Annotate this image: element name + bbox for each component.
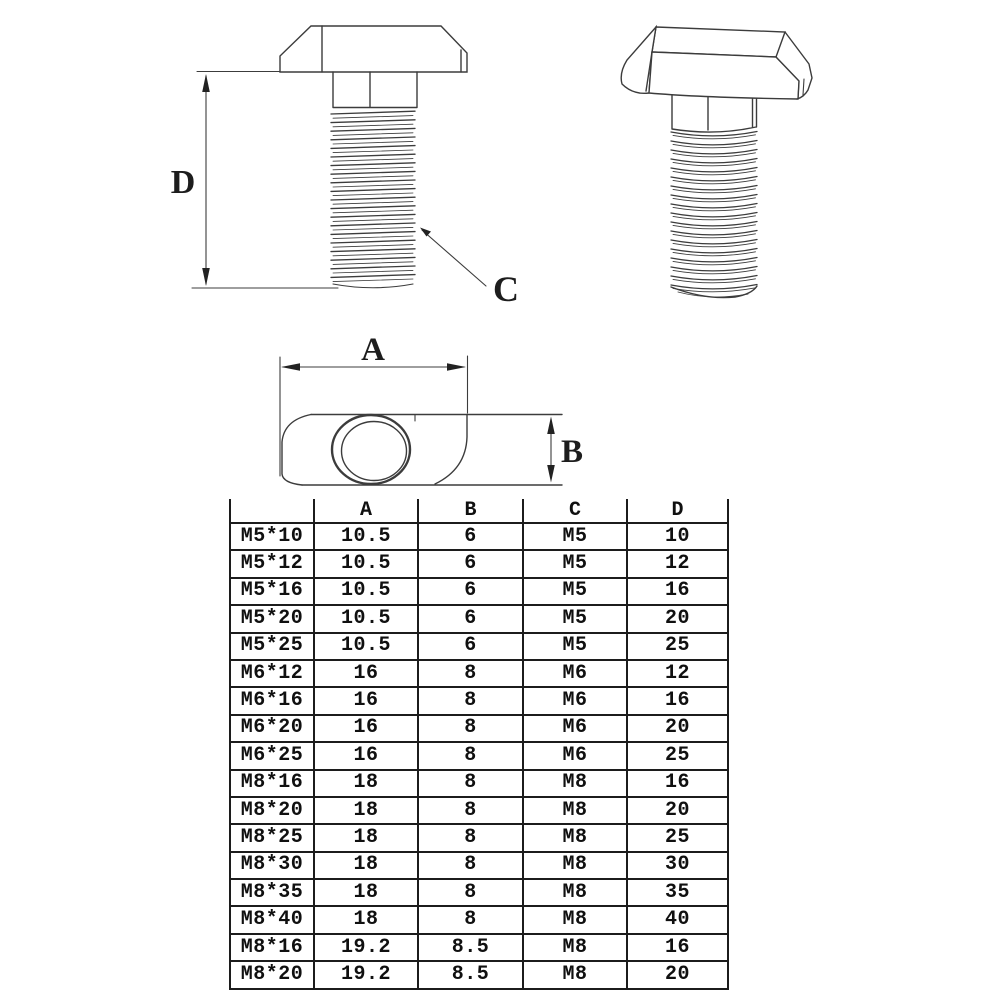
thread-line: [331, 154, 415, 157]
dimension-cell: M8: [523, 879, 627, 906]
thread-line: [671, 168, 757, 172]
dim-label-b: B: [560, 434, 584, 470]
dimension-cell: 18: [314, 879, 418, 906]
dimension-cell: 10: [627, 523, 728, 550]
table-row: [230, 770, 728, 797]
thread-line: [333, 150, 413, 153]
table-row: [230, 523, 728, 550]
dimension-table: [229, 499, 729, 990]
table-row: [230, 687, 728, 714]
dimension-cell: 16: [627, 578, 728, 605]
dimension-cell: 10.5: [314, 633, 418, 660]
dimension-cell: 8: [418, 797, 523, 824]
dim-b-arrow-up: [547, 417, 555, 435]
dim-d-arrow-down: [202, 268, 210, 286]
row-size-label: M6*16: [230, 687, 314, 714]
dimension-cell: M6: [523, 742, 627, 769]
thread-line: [331, 240, 415, 243]
row-size-label: M6*20: [230, 715, 314, 742]
thread-line: [333, 116, 413, 119]
dimension-cell: 8: [418, 824, 523, 851]
thread-line: [331, 189, 415, 192]
thread-line: [671, 285, 757, 289]
dimension-cell: M8: [523, 797, 627, 824]
dim-label-d: D: [170, 164, 196, 201]
hole-inner-ring: [342, 422, 407, 481]
dimension-cell: M8: [523, 961, 627, 988]
thread-line: [331, 223, 415, 226]
callout-c-leader: [422, 230, 486, 286]
dimension-cell: M5: [523, 605, 627, 632]
dim-d-extension-lines: [192, 72, 338, 289]
table-row: [230, 660, 728, 687]
hole-outer-ring: [332, 415, 410, 484]
row-size-label: M8*20: [230, 961, 314, 988]
dimension-cell: 16: [314, 715, 418, 742]
thread-lines: [331, 111, 415, 281]
table-row: [230, 742, 728, 769]
row-size-label: M8*25: [230, 824, 314, 851]
dimension-cell: 6: [418, 578, 523, 605]
row-size-label: M8*35: [230, 879, 314, 906]
dimension-cell: M8: [523, 906, 627, 933]
dimension-cell: 6: [418, 523, 523, 550]
dimension-cell: 18: [314, 770, 418, 797]
table-row: [230, 852, 728, 879]
thread-line: [331, 206, 415, 209]
thread-line: [331, 146, 415, 149]
table-row: [230, 934, 728, 961]
dimension-cell: 8.5: [418, 961, 523, 988]
table-row: [230, 797, 728, 824]
dimension-cell: M6: [523, 687, 627, 714]
table-row: [230, 961, 728, 988]
dimension-cell: 8: [418, 715, 523, 742]
dimension-cell: 8: [418, 687, 523, 714]
thread-line: [331, 111, 415, 114]
thread-line: [333, 176, 413, 179]
thread-line: [331, 137, 415, 140]
table-row: [230, 879, 728, 906]
row-size-label: M5*16: [230, 578, 314, 605]
row-size-label: M5*12: [230, 550, 314, 577]
thread-line: [333, 270, 413, 273]
dimension-cell: M8: [523, 934, 627, 961]
dimension-cell: 6: [418, 605, 523, 632]
row-size-label: M5*20: [230, 605, 314, 632]
dimension-cell: 18: [314, 797, 418, 824]
thread-line: [331, 120, 415, 123]
dimension-cell: 8.5: [418, 934, 523, 961]
table-row: [230, 578, 728, 605]
row-size-label: M8*30: [230, 852, 314, 879]
dim-a-arrow-left: [281, 363, 300, 371]
thread-line: [331, 257, 415, 260]
thread-tip: [333, 284, 413, 288]
dimension-cell: 20: [627, 961, 728, 988]
dimension-cell: 10.5: [314, 605, 418, 632]
dimension-cell: 8: [418, 879, 523, 906]
row-size-label: M5*10: [230, 523, 314, 550]
dimension-cell: 8: [418, 852, 523, 879]
iso-view-drawing: [621, 27, 812, 298]
table-row: [230, 715, 728, 742]
dimension-cell: 16: [627, 687, 728, 714]
thread-line: [671, 258, 757, 262]
row-size-label: M6*25: [230, 742, 314, 769]
thread-line: [671, 276, 757, 280]
dimension-cell: 35: [627, 879, 728, 906]
dimension-cell: 16: [627, 770, 728, 797]
dimension-cell: 19.2: [314, 934, 418, 961]
thread-line: [333, 227, 413, 230]
thread-line: [331, 163, 415, 166]
col-header-a: A: [314, 499, 418, 523]
thread-line: [333, 210, 413, 213]
iso-thread-coils: [671, 132, 757, 292]
thread-line: [671, 240, 757, 244]
thread-line: [331, 249, 415, 252]
thread-line: [671, 159, 757, 163]
dimension-cell: 25: [627, 742, 728, 769]
thread-line: [331, 171, 415, 174]
row-size-label: M8*16: [230, 770, 314, 797]
table-row: [230, 550, 728, 577]
thread-line: [333, 253, 413, 256]
dimension-cell: 19.2: [314, 961, 418, 988]
bolt-head-outline: [280, 26, 467, 72]
thread-line: [333, 133, 413, 136]
dimension-table-body: [230, 523, 728, 989]
dimension-cell: M6: [523, 660, 627, 687]
dimension-cell: 8: [418, 742, 523, 769]
dimension-cell: 20: [627, 605, 728, 632]
dimension-cell: 10.5: [314, 523, 418, 550]
thread-line: [671, 195, 757, 199]
head-bottom-view-drawing: [280, 332, 583, 485]
dimension-cell: 16: [627, 934, 728, 961]
dimension-cell: 20: [627, 797, 728, 824]
iso-head-front-face: [649, 52, 799, 99]
dimension-table-header: [230, 499, 728, 523]
thread-line: [331, 197, 415, 200]
col-header-d: D: [627, 499, 728, 523]
dimension-cell: 16: [314, 742, 418, 769]
row-size-label: M8*16: [230, 934, 314, 961]
col-header-c: C: [523, 499, 627, 523]
thread-line: [671, 231, 757, 235]
dimension-cell: 10.5: [314, 550, 418, 577]
dimension-cell: 8: [418, 770, 523, 797]
thread-line: [671, 141, 757, 145]
thread-line: [331, 232, 415, 235]
col-header-size: [230, 499, 314, 523]
thread-line: [671, 186, 757, 190]
thread-line: [333, 236, 413, 239]
dimension-cell: 6: [418, 550, 523, 577]
dimension-cell: 18: [314, 906, 418, 933]
callout-c-arrowhead: [420, 228, 431, 237]
dim-b-arrow-down: [547, 465, 555, 483]
thread-line: [333, 219, 413, 222]
dimension-cell: M5: [523, 633, 627, 660]
dimension-cell: 20: [627, 715, 728, 742]
thread-line: [333, 262, 413, 265]
dimension-cell: 8: [418, 660, 523, 687]
dimension-cell: 25: [627, 824, 728, 851]
thread-line: [333, 167, 413, 170]
row-size-label: M8*20: [230, 797, 314, 824]
thread-line: [331, 180, 415, 183]
dimension-cell: M6: [523, 715, 627, 742]
thread-line: [331, 214, 415, 217]
thread-line: [331, 266, 415, 269]
dimension-cell: M8: [523, 852, 627, 879]
thread-line: [671, 267, 757, 271]
dim-label-a: A: [361, 332, 385, 368]
dimension-cell: 25: [627, 633, 728, 660]
thread-line: [333, 193, 413, 196]
dimension-cell: M8: [523, 770, 627, 797]
thread-line: [671, 177, 757, 181]
dimension-cell: 6: [418, 633, 523, 660]
front-view-drawing: [171, 26, 519, 309]
thread-line: [671, 213, 757, 217]
iso-neck: [672, 95, 757, 132]
bolt-neck: [333, 72, 417, 108]
dimension-cell: 18: [314, 824, 418, 851]
table-row: [230, 906, 728, 933]
head-profile-left-side: [282, 415, 311, 486]
dimension-cell: 40: [627, 906, 728, 933]
dimension-cell: 16: [314, 687, 418, 714]
thread-line: [333, 202, 413, 205]
thread-line: [333, 141, 413, 144]
thread-line: [333, 124, 413, 127]
thread-line: [333, 184, 413, 187]
table-row: [230, 633, 728, 660]
thread-line: [671, 150, 757, 154]
row-size-label: M5*25: [230, 633, 314, 660]
thread-line: [331, 128, 415, 131]
table-row: [230, 605, 728, 632]
thread-line: [333, 279, 413, 282]
dimension-cell: M8: [523, 824, 627, 851]
thread-line: [671, 222, 757, 226]
row-size-label: M8*40: [230, 906, 314, 933]
thread-line: [671, 204, 757, 208]
header-row: [230, 499, 728, 523]
thread-line: [333, 159, 413, 162]
head-profile-right-side: [435, 415, 467, 485]
thread-line: [333, 245, 413, 248]
table-row: [230, 824, 728, 851]
dimension-cell: M5: [523, 523, 627, 550]
dimension-cell: 10.5: [314, 578, 418, 605]
dimension-cell: 12: [627, 660, 728, 687]
dimension-cell: 18: [314, 852, 418, 879]
col-header-b: B: [418, 499, 523, 523]
dim-label-c: C: [493, 269, 519, 309]
dimension-cell: M5: [523, 578, 627, 605]
dimension-cell: 16: [314, 660, 418, 687]
thread-line: [331, 275, 415, 278]
dimension-cell: 30: [627, 852, 728, 879]
dimension-cell: 12: [627, 550, 728, 577]
row-size-label: M6*12: [230, 660, 314, 687]
dim-d-arrow-up: [202, 74, 210, 92]
dim-a-arrow-right: [447, 363, 466, 371]
thread-line: [671, 249, 757, 253]
dimension-cell: M5: [523, 550, 627, 577]
dimension-cell: 8: [418, 906, 523, 933]
